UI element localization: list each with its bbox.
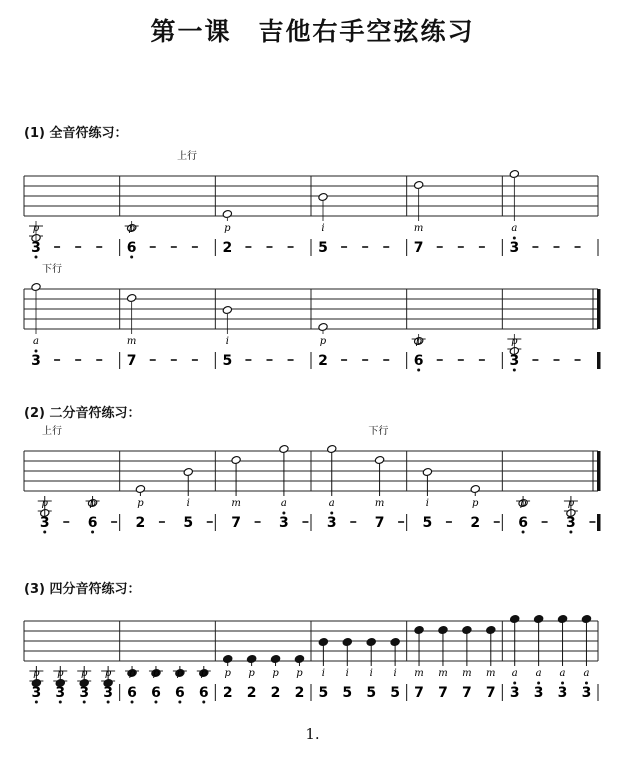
jianpu-digit: 3 (326, 515, 337, 531)
jianpu-digit: 3 (31, 240, 41, 256)
jianpu-digit: 6 (413, 353, 424, 369)
section-label-quarter-notes: (3) 四分音符练习： (24, 582, 141, 597)
jianpu-digit: 6 (87, 515, 98, 531)
octave-dot (202, 701, 205, 704)
finger-label: m (374, 498, 385, 509)
jianpu-digit: 6 (174, 685, 185, 701)
jianpu-digit: 3 (557, 685, 568, 701)
finger-label: p (519, 498, 527, 509)
jianpu-digit: 5 (390, 685, 400, 701)
finger-label: a (511, 223, 518, 234)
jianpu-digit: 7 (461, 685, 472, 701)
jianpu-digit: 3 (509, 353, 520, 369)
whole-note (318, 192, 328, 201)
direction-label: 上行 (42, 426, 62, 437)
finger-label: i (321, 668, 325, 679)
jianpu-digit: 3 (533, 685, 544, 701)
finger-label: m (413, 223, 424, 234)
jianpu-final-barline (597, 514, 601, 531)
jianpu-digit: 3 (566, 515, 576, 531)
whole-note (31, 282, 41, 291)
finger-label: p (567, 498, 575, 509)
finger-label: i (225, 336, 229, 347)
finger-label: p (57, 668, 64, 679)
finger-label: a (328, 498, 335, 509)
page-number: 1. (305, 725, 320, 743)
jianpu-digit: 2 (135, 515, 146, 531)
jianpu-digit: 3 (509, 685, 520, 701)
finger-label: p (511, 336, 518, 347)
jianpu-digit: 6 (126, 240, 137, 256)
jianpu-digit: 7 (438, 685, 448, 701)
staff-system-quarter-notes (0, 600, 625, 715)
finger-label: m (126, 336, 137, 347)
jianpu-digit: 7 (485, 685, 496, 701)
finger-label: p (248, 668, 255, 679)
octave-dot (107, 701, 110, 704)
whole-note (413, 180, 423, 189)
jianpu-digit: 2 (270, 685, 281, 701)
finger-label: p (224, 668, 231, 679)
octave-dot (417, 369, 420, 372)
octave-dot (513, 682, 516, 685)
finger-label: p (33, 668, 40, 679)
finger-label: p (272, 668, 279, 679)
direction-label: 上行 (177, 151, 198, 162)
finger-label: i (393, 668, 397, 679)
octave-dot (537, 682, 540, 685)
jianpu-digit: 6 (127, 685, 137, 701)
jianpu-digit: 5 (183, 515, 194, 531)
jianpu-digit: 7 (231, 515, 241, 531)
jianpu-digit: 6 (518, 515, 528, 531)
whole-note (222, 209, 232, 218)
jianpu-digit: 6 (151, 685, 161, 701)
jianpu-digit: 3 (103, 685, 113, 701)
staff-system-half-notes (0, 426, 625, 545)
octave-dot (83, 701, 86, 704)
finger-label: a (33, 336, 39, 347)
jianpu-digit: 5 (222, 353, 233, 369)
jianpu-digit: 3 (581, 685, 592, 701)
octave-dot (522, 531, 525, 534)
jianpu-digit: 5 (342, 685, 353, 701)
section-label-half-notes: (2) 二分音符练习： (24, 406, 141, 421)
staff-system-whole-ascending (0, 151, 625, 270)
jianpu-digit: 2 (246, 685, 257, 701)
finger-label: p (137, 498, 144, 509)
direction-label: 下行 (368, 426, 389, 437)
jianpu-digit: 3 (79, 685, 90, 701)
jianpu-digit: 3 (31, 353, 41, 369)
jianpu-digit: 2 (222, 240, 233, 256)
jianpu-digit: 3 (279, 515, 289, 531)
finger-label: p (32, 223, 40, 234)
finger-label: i (425, 498, 430, 509)
finger-label: p (176, 668, 184, 679)
finger-label: p (128, 668, 136, 679)
jianpu-digit: 2 (294, 685, 305, 701)
octave-dot (585, 682, 588, 685)
finger-label: p (472, 498, 479, 509)
finger-label: p (415, 336, 422, 347)
finger-label: i (186, 498, 190, 509)
octave-dot (43, 531, 46, 534)
jianpu-digit: 7 (414, 685, 424, 701)
finger-label: p (41, 498, 48, 509)
finger-label: p (81, 668, 88, 679)
finger-label: p (200, 668, 207, 679)
jianpu-digit: 2 (318, 353, 328, 369)
section-label-whole-notes: (1) 全音符练习： (24, 126, 128, 141)
finger-label: a (535, 668, 542, 679)
finger-label: p (128, 223, 135, 234)
whole-note (509, 169, 519, 178)
jianpu-digit: 3 (39, 515, 50, 531)
jianpu-digit: 7 (413, 240, 424, 256)
finger-label: a (511, 668, 518, 679)
finger-label: i (345, 668, 349, 679)
finger-label: m (414, 668, 424, 679)
finger-label: a (559, 668, 566, 679)
finger-label: a (583, 668, 590, 679)
jianpu-digit: 3 (31, 685, 42, 701)
finger-label: p (319, 336, 327, 347)
finger-label: m (486, 668, 496, 679)
octave-dot (91, 531, 94, 534)
jianpu-digit: 5 (366, 685, 377, 701)
whole-note (318, 322, 328, 331)
finger-label: p (89, 498, 96, 509)
jianpu-digit: 7 (374, 515, 385, 531)
direction-label: 下行 (42, 264, 62, 275)
octave-dot (561, 682, 564, 685)
octave-dot (513, 369, 516, 372)
finger-label: a (280, 498, 287, 509)
finger-label: m (231, 498, 241, 509)
octave-dot (178, 701, 181, 704)
jianpu-digit: 5 (318, 685, 329, 701)
final-barline (597, 451, 601, 491)
octave-dot (35, 350, 38, 353)
octave-dot (154, 701, 157, 704)
octave-dot (35, 256, 38, 259)
jianpu-digit: 6 (198, 685, 209, 701)
octave-dot (131, 701, 134, 704)
finger-label: i (321, 223, 325, 234)
whole-note (222, 305, 232, 314)
octave-dot (130, 256, 133, 259)
octave-dot (513, 237, 516, 240)
octave-dot (330, 512, 333, 515)
finger-label: m (462, 668, 472, 679)
jianpu-digit: 2 (222, 685, 233, 701)
octave-dot (569, 531, 572, 534)
finger-label: i (369, 668, 373, 679)
octave-dot (59, 701, 62, 704)
staff-system-whole-descending (0, 264, 625, 383)
final-barline (597, 289, 601, 329)
jianpu-final-barline (597, 352, 601, 369)
jianpu-digit: 3 (509, 240, 520, 256)
octave-dot (35, 701, 38, 704)
jianpu-digit: 2 (470, 515, 481, 531)
finger-label: p (104, 668, 112, 679)
finger-label: p (152, 668, 160, 679)
octave-dot (282, 512, 285, 515)
jianpu-digit: 3 (55, 685, 66, 701)
jianpu-digit: 7 (126, 353, 137, 369)
finger-label: p (296, 668, 303, 679)
jianpu-digit: 5 (422, 515, 433, 531)
page-title: 第一课 吉他右手空弦练习 (150, 17, 475, 46)
finger-label: p (224, 223, 231, 234)
finger-label: m (438, 668, 448, 679)
jianpu-digit: 5 (318, 240, 328, 256)
whole-note (126, 293, 136, 302)
